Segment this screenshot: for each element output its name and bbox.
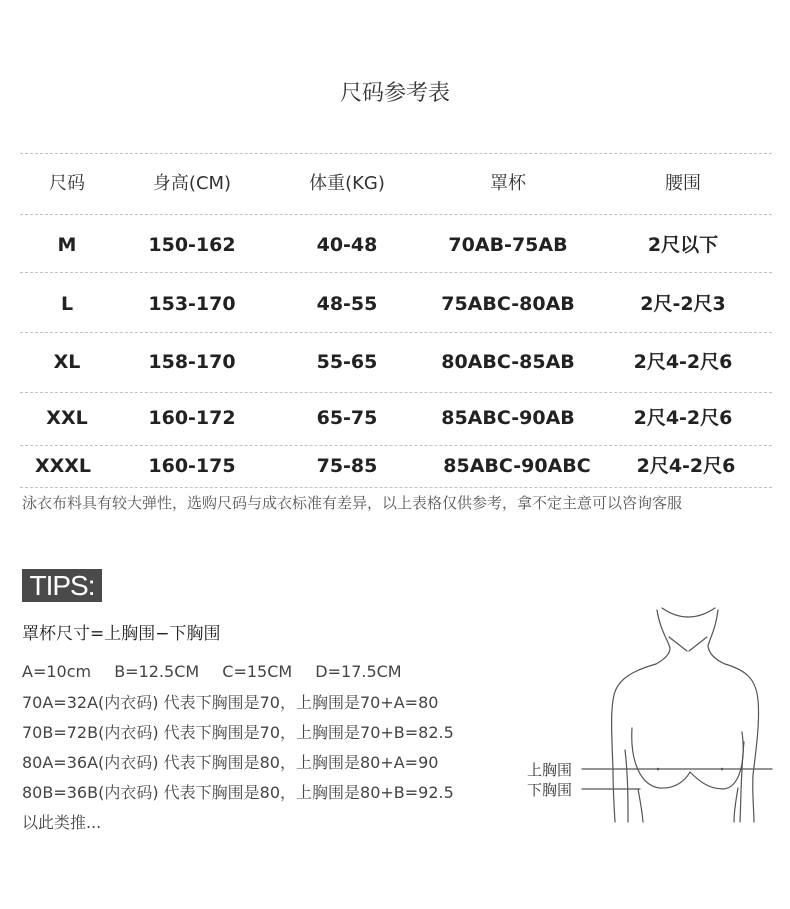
left-shoulder-arm <box>612 664 656 822</box>
left-waist-line <box>638 789 643 822</box>
left-inner-arm <box>625 750 628 822</box>
cell-cup: 80ABC-85AB <box>441 351 575 373</box>
header-size: 尺码 <box>49 173 85 194</box>
example-line: 70A=32A(内衣码) 代表下胸围是70，上胸围是70+A=80 <box>22 693 439 712</box>
header-weight: 体重(KG) <box>309 173 385 194</box>
table-row <box>0 347 790 377</box>
table-divider <box>20 153 772 154</box>
header-waist: 腰围 <box>665 173 701 194</box>
table-divider <box>20 214 772 215</box>
cell-height: 158-170 <box>148 351 236 373</box>
table-row <box>0 403 790 433</box>
body-measurement-diagram <box>520 600 780 830</box>
right-breast-contour <box>690 732 743 789</box>
cell-weight: 48-55 <box>316 293 378 315</box>
table-divider <box>20 392 772 393</box>
table-row <box>0 289 790 319</box>
cup-value-b: B=12.5CM <box>114 662 200 681</box>
example-line: 80B=36B(内衣码) 代表下胸围是80，上胸围是80+B=92.5 <box>22 783 454 802</box>
tips-badge: TIPS: <box>22 569 102 602</box>
cell-size: M <box>57 234 77 256</box>
size-note: 泳衣布料具有较大弹性，选购尺码与成衣标准有差异，以上表格仅供参考，拿不定主意可以咨询客服 <box>22 494 683 512</box>
cell-height: 160-172 <box>148 407 236 429</box>
table-divider <box>20 487 772 488</box>
right-waist-line <box>734 788 738 822</box>
table-divider <box>20 445 772 446</box>
cell-waist: 2尺以下 <box>647 234 719 256</box>
neck-left-line <box>656 610 670 664</box>
cell-weight: 55-65 <box>316 351 378 373</box>
collarbone-left <box>669 637 687 651</box>
header-height: 身高(CM) <box>152 173 232 194</box>
table-divider <box>20 272 772 273</box>
cell-height: 153-170 <box>148 293 236 315</box>
page-title: 尺码参考表 <box>339 81 450 106</box>
example-more: 以此类推... <box>22 813 102 832</box>
right-shoulder-arm <box>725 664 759 822</box>
cell-waist: 2尺4-2尺6 <box>633 351 733 373</box>
collarbone-right <box>689 637 707 651</box>
cell-weight: 75-85 <box>316 455 378 477</box>
cup-value-c: C=15CM <box>222 662 293 681</box>
cell-cup: 70AB-75AB <box>448 234 568 256</box>
cell-height: 150-162 <box>148 234 236 256</box>
cell-weight: 65-75 <box>316 407 378 429</box>
cup-values <box>22 661 420 683</box>
table-row <box>0 451 790 481</box>
cell-size: XL <box>53 351 81 373</box>
cell-weight: 40-48 <box>316 234 378 256</box>
chin-line <box>662 608 715 617</box>
cell-cup: 85ABC-90AB <box>441 407 575 429</box>
cell-size: XXL <box>46 407 88 429</box>
cup-value-d: D=17.5CM <box>315 662 402 681</box>
cell-waist: 2尺-2尺3 <box>640 293 726 315</box>
cup-value-a: A=10cm <box>22 662 92 681</box>
upper-bust-label: 上胸围 <box>527 761 573 779</box>
lower-bust-label: 下胸围 <box>527 781 573 799</box>
cell-cup: 85ABC-90ABC <box>443 455 591 477</box>
table-header-row <box>0 169 790 199</box>
header-cup: 罩杯 <box>490 173 526 194</box>
cell-waist: 2尺4-2尺6 <box>633 407 733 429</box>
cell-waist: 2尺4-2尺6 <box>636 455 736 477</box>
cell-size: XXXL <box>34 455 92 477</box>
example-line: 70B=72B(内衣码) 代表下胸围是70，上胸围是70+B=82.5 <box>22 723 454 742</box>
table-divider <box>20 332 772 333</box>
cell-size: L <box>60 293 74 315</box>
cup-formula: 罩杯尺寸=上胸围−下胸围 <box>22 624 221 644</box>
cell-cup: 75ABC-80AB <box>441 293 575 315</box>
left-breast-contour <box>632 728 690 788</box>
neck-right-line <box>708 610 725 664</box>
cell-height: 160-175 <box>148 455 236 477</box>
example-line: 80A=36A(内衣码) 代表下胸围是80，上胸围是80+A=90 <box>22 753 439 772</box>
table-row <box>0 230 790 260</box>
